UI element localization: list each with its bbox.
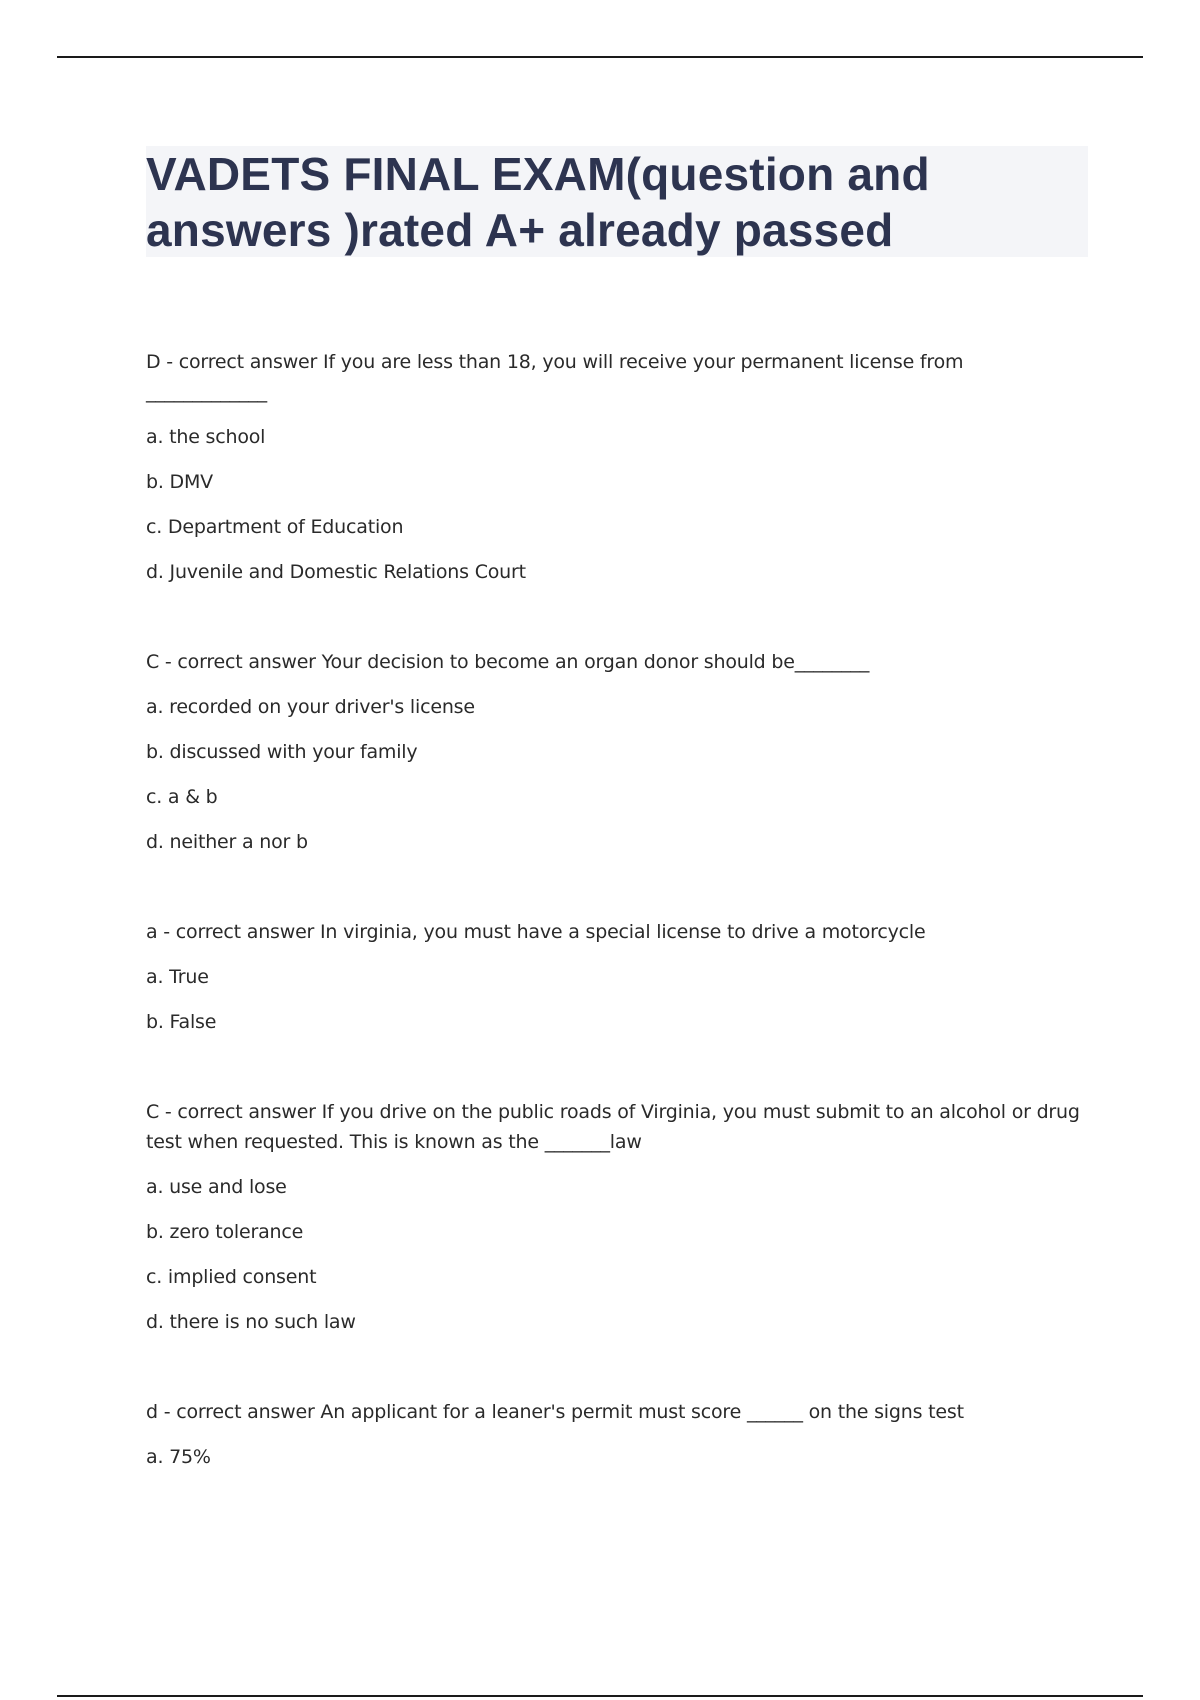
question-text: C - correct answer Your decision to become an organ donor should be________ (146, 651, 870, 673)
answer-option: a. 75% (146, 1446, 211, 1468)
answer-option: b. zero tolerance (146, 1221, 304, 1243)
question-block-3 (146, 917, 1086, 1037)
answer-option: a. use and lose (146, 1176, 287, 1198)
question-text: d - correct answer An applicant for a leaner's permit must score ______ on the signs test (146, 1401, 964, 1423)
question-list (146, 347, 1086, 1472)
question-block-5 (146, 1397, 1086, 1472)
answer-option: a. True (146, 966, 209, 988)
answer-option: d. Juvenile and Domestic Relations Court (146, 561, 526, 583)
question-block-1 (146, 347, 1086, 587)
top-rule (57, 56, 1143, 58)
question-text: a - correct answer In virginia, you must have a special license to drive a motorcycle (146, 921, 926, 943)
answer-option: b. discussed with your family (146, 741, 418, 763)
answer-option: b. False (146, 1011, 217, 1033)
answer-option: b. DMV (146, 471, 213, 493)
question-text: D - correct answer If you are less than 18, you will receive your permanent license from _____________ (146, 351, 964, 403)
question-block-4 (146, 1097, 1086, 1337)
bottom-rule (57, 1695, 1143, 1697)
question-text: C - correct answer If you drive on the public roads of Virginia, you must submit to an alcohol or drug test when requested. This is known as the _______law (146, 1101, 1080, 1153)
answer-option: c. a & b (146, 786, 218, 808)
question-block-2 (146, 647, 1086, 857)
answer-option: c. Department of Education (146, 516, 404, 538)
answer-option: a. the school (146, 426, 266, 448)
answer-option: d. neither a nor b (146, 831, 308, 853)
answer-option: d. there is no such law (146, 1311, 356, 1333)
answer-option: a. recorded on your driver's license (146, 696, 475, 718)
answer-option: c. implied consent (146, 1266, 317, 1288)
page-title: VADETS FINAL EXAM(question and answers )rated A+ already passed (146, 148, 930, 256)
